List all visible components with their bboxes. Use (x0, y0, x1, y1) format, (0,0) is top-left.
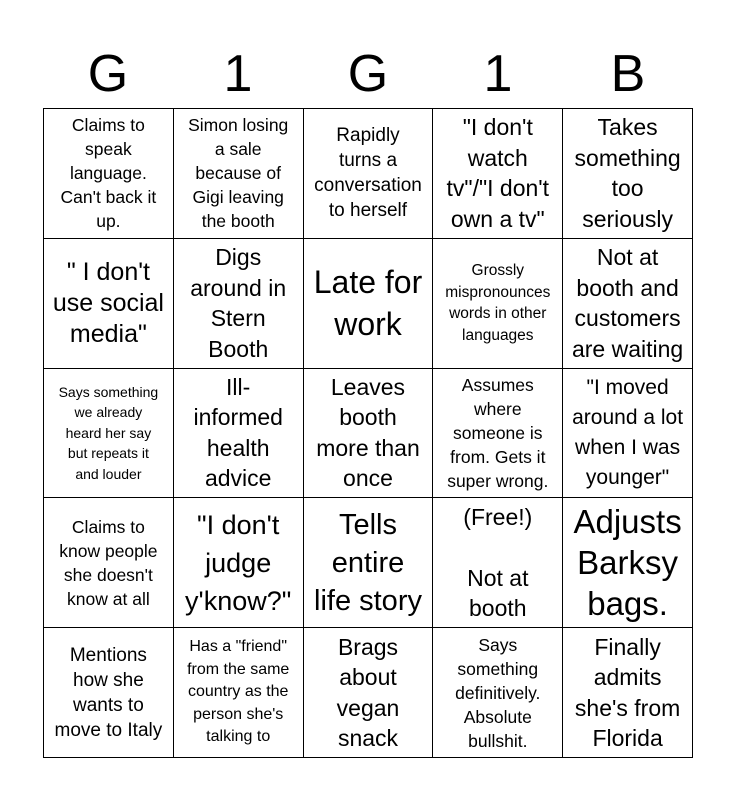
bingo-cell[interactable] (44, 369, 174, 499)
cell-text: Digs around in Stern Booth (190, 244, 287, 362)
bingo-cell[interactable] (304, 369, 434, 499)
bingo-cell[interactable] (563, 628, 693, 758)
cell-text: Not at booth and customers are waiting (571, 244, 684, 362)
cell-text: Brags about vegan snack (336, 633, 400, 752)
bingo-cell[interactable] (563, 109, 693, 239)
cell-text: "I moved around a lot when I was younger" (572, 375, 684, 489)
header-letter-3: G (347, 45, 389, 103)
header-letter-4: 1 (483, 45, 513, 103)
cell-text: Says something we already heard her say but repeats it and louder (58, 383, 159, 482)
cell-text: (Free!) Not at booth (463, 503, 533, 622)
bingo-card-grid (43, 108, 693, 758)
bingo-cell[interactable] (304, 109, 434, 239)
cell-text: Assumes where someone is from. Gets it super wrong. (447, 374, 549, 491)
bingo-cell[interactable] (44, 628, 174, 758)
bingo-cell[interactable] (304, 498, 434, 628)
cell-text: Finally admits she's from Florida (574, 633, 681, 752)
cell-text: "I don't watch tv"/"I don't own a tv" (446, 114, 550, 232)
bingo-cell[interactable] (433, 109, 563, 239)
bingo-header (43, 40, 693, 108)
header-letter-5: B (610, 45, 646, 103)
cell-text: " I don't use social media" (52, 257, 164, 348)
cell-text: Has a "friend" from the same country as the person she's talking to (187, 638, 290, 746)
header-letter-1: G (87, 45, 129, 103)
bingo-cell[interactable] (174, 498, 304, 628)
bingo-cell[interactable] (304, 628, 434, 758)
cell-text: Leaves booth more than once (316, 373, 420, 492)
cell-text: Ill- informed health advice (193, 373, 283, 492)
cell-text: Simon losing a sale because of Gigi leaving the booth (188, 115, 289, 232)
bingo-cell[interactable] (174, 628, 304, 758)
cell-text: Tells entire life story (314, 508, 422, 617)
bingo-cell[interactable] (563, 369, 693, 499)
bingo-cell[interactable] (433, 628, 563, 758)
cell-text: Rapidly turns a conversation to herself (314, 125, 422, 222)
cell-text: Late for work (313, 264, 423, 343)
cell-text: Claims to speak language. Can't back it up. (60, 115, 157, 232)
bingo-cell[interactable] (174, 369, 304, 499)
cell-text: Mentions how she wants to move to Italy (54, 644, 163, 741)
cell-text: Adjusts Barksy bags. (573, 503, 682, 623)
header-letter-2: 1 (223, 45, 253, 103)
bingo-cell[interactable] (304, 239, 434, 369)
cell-text: Takes something too seriously (574, 114, 681, 232)
bingo-cell[interactable] (563, 498, 693, 628)
cell-text: Says something definitively. Absolute bullshit. (455, 634, 541, 751)
bingo-cell[interactable] (433, 369, 563, 499)
free-cell[interactable] (433, 498, 563, 628)
bingo-cell[interactable] (174, 239, 304, 369)
bingo-cell[interactable] (174, 109, 304, 239)
bingo-cell[interactable] (433, 239, 563, 369)
bingo-cell[interactable] (44, 498, 174, 628)
bingo-cell[interactable] (44, 109, 174, 239)
cell-text: Claims to know people she doesn't know at all (59, 516, 158, 609)
cell-text: "I don't judge y'know?" (185, 509, 292, 616)
cell-text: Grossly mispronounces words in other languages (445, 262, 551, 344)
bingo-cell[interactable] (563, 239, 693, 369)
bingo-cell[interactable] (44, 239, 174, 369)
